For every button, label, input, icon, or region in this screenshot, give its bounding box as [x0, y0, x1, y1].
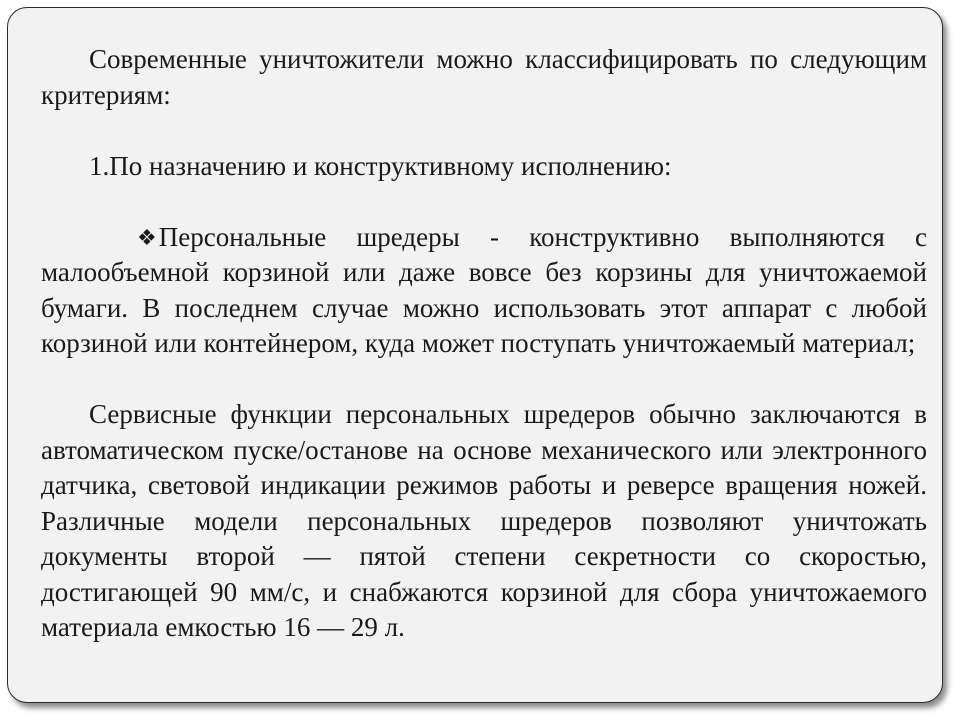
diamond-bullet-icon: ❖: [137, 225, 157, 251]
intro-paragraph: Современные уничтожители можно классифицировать по следующим критериям:: [41, 44, 927, 110]
personal-shredders-text: Персональные шредеры - конструктивно выполняются с малообъемной корзиной или даже вовсе без корзины для уничтожаемой бумаги. В последнем случае можно использовать этот аппарат с любой корзиной или контейнером, куда может поступать уничтожаемый материал;: [41, 221, 927, 358]
slide-content: [41, 42, 927, 646]
personal-shredders-paragraph: [41, 220, 927, 362]
service-functions-paragraph: Сервисные функции персональных шредеров обычно заключаются в автоматическом пуске/останове на основе механического или электронного датчика, световой индикации режимов работы и реверсе вращения ножей. Различные модели персональных шредеров позволяют уничтожать документы второй — пятой степени секретности со скоростью, достигающей 90 мм/с, и снабжаются корзиной для сбора уничтожаемого материала емкостью 16 — 29 л.: [41, 399, 927, 642]
criterion-heading: 1.По назначению и конструктивному исполнению:: [89, 150, 672, 181]
